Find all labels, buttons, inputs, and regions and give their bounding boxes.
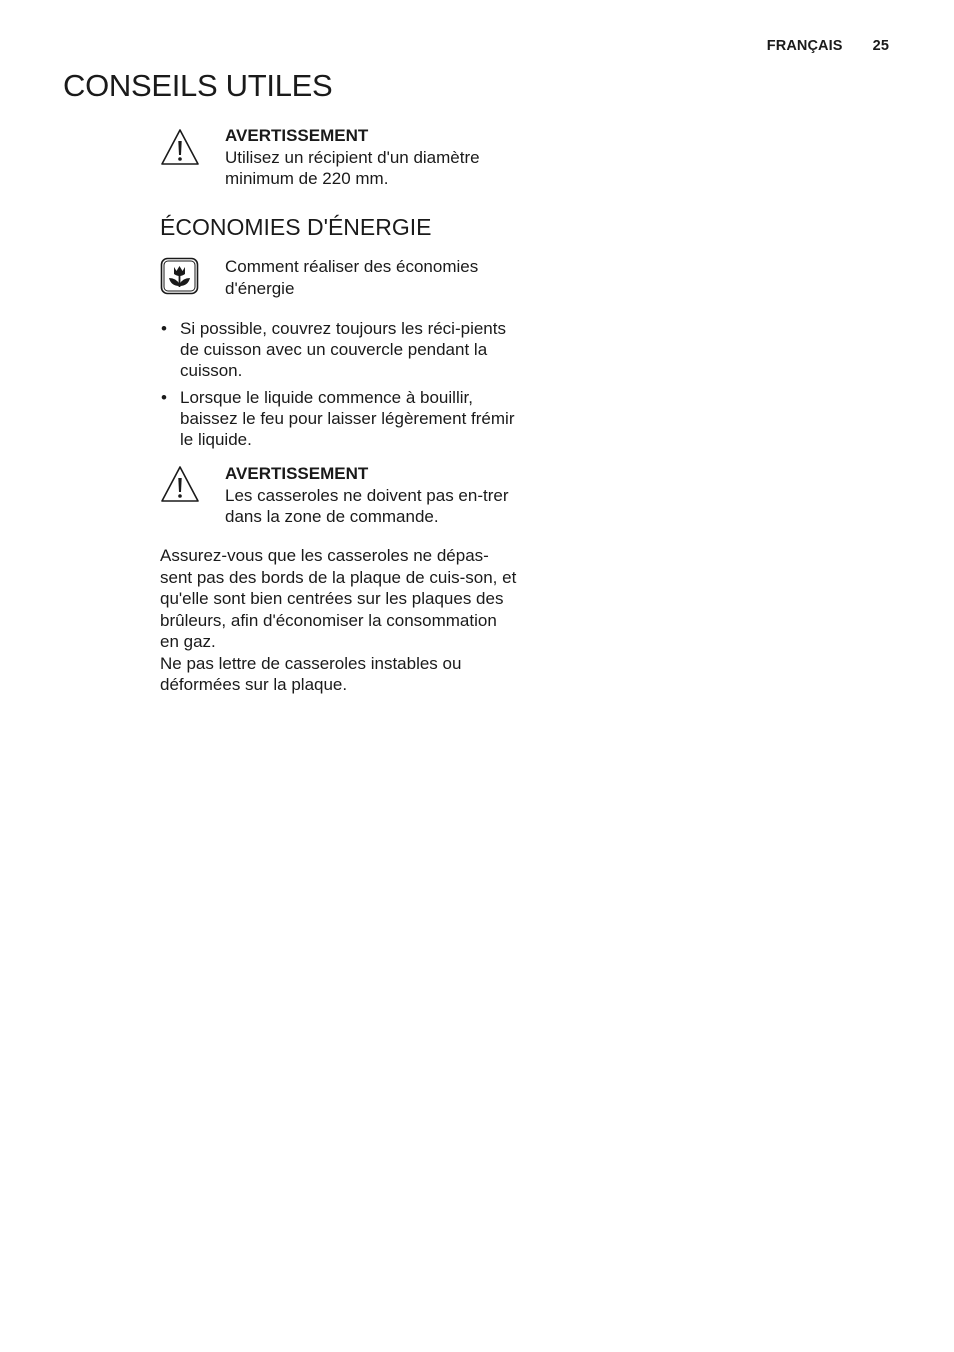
paragraph-text-2: Ne pas lettre de casseroles instables ou déformées sur la plaque. xyxy=(160,653,462,694)
page-title: CONSEILS UTILES xyxy=(63,68,333,103)
warning-note-1 xyxy=(160,125,520,195)
section-title: ÉCONOMIES D'ÉNERGIE xyxy=(160,214,432,240)
page-header xyxy=(767,38,889,54)
list-item-text: Lorsque le liquide commence à bouillir, baissez le feu pour laisser légèrement frémir le liquide. xyxy=(180,388,515,449)
list-item xyxy=(160,318,520,381)
paragraph-text-1: Assurez-vous que les casseroles ne dépas-sent pas des bords de la plaque de cuis-son, et qu'elle sont bien centrées sur les plaques des brûleurs, afin d'économiser la consommation en gaz. xyxy=(160,546,517,651)
energy-note-text: Comment réaliser des économies d'énergie xyxy=(225,257,479,298)
language-label: FRANÇAIS xyxy=(766,38,843,54)
warning-note-2 xyxy=(160,463,520,533)
warning-triangle-icon xyxy=(160,128,200,172)
warning-title: AVERTISSEMENT xyxy=(225,126,369,145)
tips-list xyxy=(160,318,520,456)
bullet-icon: • xyxy=(161,319,167,338)
bullet-icon: • xyxy=(161,388,167,407)
energy-note xyxy=(160,256,520,306)
body-paragraph xyxy=(160,545,520,696)
warning-text: Les casseroles ne doivent pas en-trer dans la zone de commande. xyxy=(225,485,509,526)
list-item-text: Si possible, couvrez toujours les réci-pients de cuisson avec un couvercle pendant la cuisson. xyxy=(180,319,506,380)
warning-triangle-icon xyxy=(160,465,200,509)
page-number: 25 xyxy=(872,38,889,54)
eco-flower-icon xyxy=(160,257,200,301)
warning-title: AVERTISSEMENT xyxy=(225,464,369,483)
warning-text: Utilisez un récipient d'un diamètre minimum de 220 mm. xyxy=(225,147,480,188)
list-item xyxy=(160,387,520,450)
